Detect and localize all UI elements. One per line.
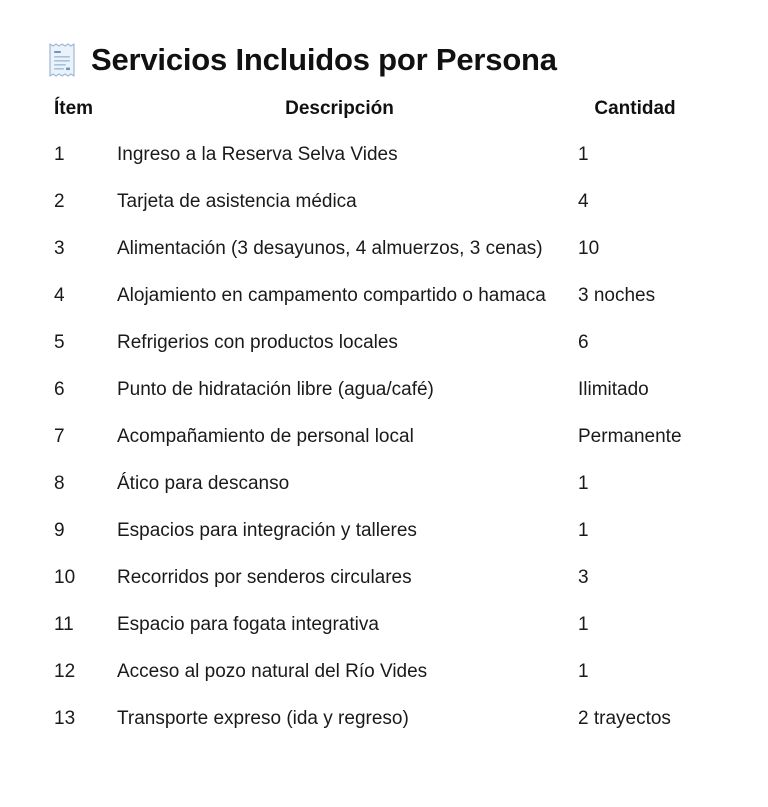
cell-quantity: 1 — [578, 144, 589, 165]
table-row — [46, 367, 700, 414]
table-row — [46, 226, 700, 273]
page-title: Servicios Incluidos por Persona — [91, 42, 557, 77]
table-row — [46, 508, 700, 555]
cell-quantity: Ilimitado — [578, 379, 649, 400]
cell-item: 11 — [54, 614, 74, 635]
cell-item: 8 — [54, 473, 65, 494]
cell-description: Acceso al pozo natural del Río Vides — [117, 661, 428, 682]
cell-description: Recorridos por senderos circulares — [117, 567, 412, 588]
cell-item: 9 — [54, 520, 65, 541]
cell-item: 5 — [54, 332, 65, 353]
document-header — [46, 40, 557, 80]
cell-item: 6 — [54, 379, 65, 400]
cell-quantity: 1 — [578, 661, 589, 682]
table-row — [46, 649, 700, 696]
cell-item: 10 — [54, 567, 76, 588]
cell-description: Espacios para integración y talleres — [117, 520, 417, 541]
cell-quantity: 4 — [578, 191, 589, 212]
cell-quantity: 1 — [578, 614, 589, 635]
cell-quantity: 3 noches — [578, 285, 656, 306]
cell-quantity: 1 — [578, 520, 589, 541]
cell-item: 2 — [54, 191, 65, 212]
column-header-description: Descripción — [285, 98, 394, 119]
table-row — [46, 273, 700, 320]
header-row — [46, 88, 700, 132]
cell-quantity: 3 — [578, 567, 589, 588]
cell-description: Ingreso a la Reserva Selva Vides — [117, 144, 398, 165]
cell-item: 13 — [54, 708, 76, 729]
cell-description: Espacio para fogata integrativa — [117, 614, 379, 635]
cell-description: Tarjeta de asistencia médica — [117, 191, 357, 212]
cell-item: 7 — [54, 426, 65, 447]
cell-quantity: 2 trayectos — [578, 708, 671, 729]
column-header-quantity: Cantidad — [594, 98, 676, 119]
cell-item: 1 — [54, 144, 65, 165]
cell-item: 12 — [54, 661, 76, 682]
table-row — [46, 320, 700, 367]
cell-description: Transporte expreso (ida y regreso) — [117, 708, 409, 729]
cell-description: Alojamiento en campamento compartido o hamaca — [117, 285, 546, 306]
cell-description: Alimentación (3 desayunos, 4 almuerzos, 3 cenas) — [117, 238, 543, 259]
cell-quantity: Permanente — [578, 426, 682, 447]
cell-item: 4 — [54, 285, 65, 306]
cell-description: Acompañamiento de personal local — [117, 426, 414, 447]
table-row — [46, 179, 700, 226]
table-row — [46, 132, 700, 179]
table-header — [46, 88, 700, 132]
table-row — [46, 602, 700, 649]
cell-quantity: 10 — [578, 238, 600, 259]
cell-quantity: 1 — [578, 473, 589, 494]
table-row — [46, 414, 700, 461]
column-header-item: Ítem — [54, 98, 94, 119]
cell-quantity: 6 — [578, 332, 589, 353]
cell-description: Refrigerios con productos locales — [117, 332, 398, 353]
cell-item: 3 — [54, 238, 65, 259]
receipt-icon — [46, 42, 78, 78]
cell-description: Ático para descanso — [117, 473, 290, 494]
table-row — [46, 696, 700, 743]
cell-description: Punto de hidratación libre (agua/café) — [117, 379, 434, 400]
table-row — [46, 555, 700, 602]
table-body — [46, 132, 700, 743]
table-row — [46, 461, 700, 508]
services-table — [46, 88, 700, 743]
